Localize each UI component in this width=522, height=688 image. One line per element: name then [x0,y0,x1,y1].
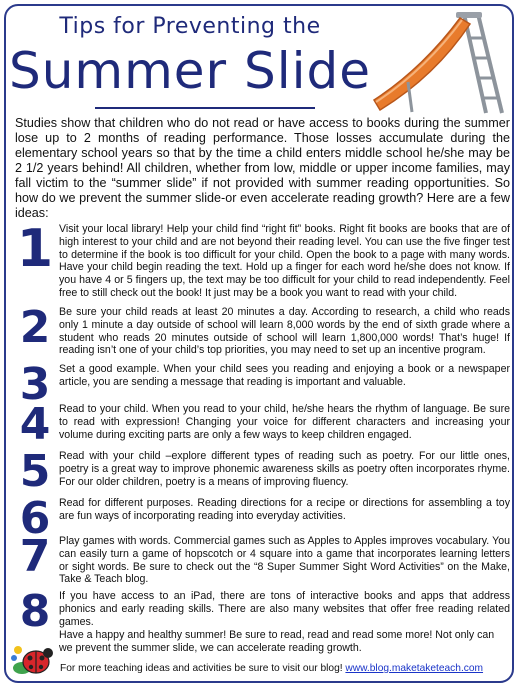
footer [60,663,510,674]
footer-text: For more teaching ideas and activities be sure to visit our blog! [60,663,343,674]
blog-link[interactable]: www.blog.maketaketeach.com [345,663,484,674]
title-top: Tips for Preventing the [59,14,321,39]
tip-number: 6 [19,493,51,544]
tip-text: Read for different purposes. Reading directions for a recipe or directions for assembling a toy are fun ways of incorporating reading into everyday activities. [59,497,510,522]
title-underline [95,107,315,109]
tip-text: Read with your child –explore different types of reading such as poetry. For our little ones, poetry is a great way to improve phonemic awareness skills as poetry often incorporates rhyme. For our older children, poetry is a means of improving fluency. [59,450,510,488]
tip-text: Be sure your child reads at least 20 minutes a day. According to research, a child who reads only 1 minute a day outside of school will learn 8,000 words by the end of sixth grade where a student who reads 20 minutes outside of school will learn 1,800,000 words! That’s huge! If reading isn’t one of your child’s top priorities, you may need to set up an incentive program. [59,306,510,357]
tip-number: 7 [19,531,51,582]
tip-text: Play games with words. Commercial games such as Apples to Apples improves vocabulary. You can easily turn a game of hopscotch or 4 square into a game that incorporates learning letters or sight words. Be sure to check out the “8 Super Summer Sight Word Activities” on the Make, Take & Teach blog. [59,535,510,586]
page-title: Summer Slide [8,42,372,100]
closing-paragraph: Have a happy and healthy summer! Be sure to read, read and read some more! Not only can we prevent the summer slide, we can accelerate reading growth. [59,629,495,654]
tip-number: 1 [16,219,54,279]
ladybug-icon [10,640,54,680]
tip-text: Set a good example. When your child sees you reading and enjoying a book or a newspaper article, you are sending a message that reading is important and valuable. [59,363,510,388]
playground-slide-icon [368,8,508,118]
tip-text: Visit your local library! Help your child find “right fit” books. Right fit books are books that are of high interest to your child and are not beyond their reading level. You can use the five finger test to determine if the book is too difficult for your child. Open the book to a page with many words. Have your child begin reading the text. Hold up a finger for each word he/she does not know. If you have 4 or 5 fingers up, the text may be too difficult for your child to read independently. Feel free to still check out the book! It just may be a book you want to read with your child. [59,223,510,299]
intro-paragraph: Studies show that children who do not read or have access to books during the summer lose up to 2 months of reading performance. Those losses accumulate during the elementary school years so that by the time a child enters middle school he/she may be 2 1/2 years behind! All children, whether from low, middle or upper income families, may fall victim to the “summer slide” if not provided with summer reading opportunities. So how do we prevent the summer slide-or even accelerate reading growth? Here are a few ideas: [15,116,510,220]
tip-text: If you have access to an iPad, there are tons of interactive books and apps that address phonics and early reading skills. There are also many websites that offer free reading related games. [59,590,510,628]
tip-number: 3 [19,359,51,410]
tip-number: 8 [19,586,51,637]
tip-number: 5 [19,446,51,497]
tip-text: Read to your child. When you read to your child, he/she hears the rhythm of language. Be sure to read with expression! Changing your voice for different characters and increasing your volume during exciting parts are only a few ways to keep children engaged. [59,403,510,441]
tip-number: 2 [19,302,51,353]
tip-number: 4 [19,399,51,450]
